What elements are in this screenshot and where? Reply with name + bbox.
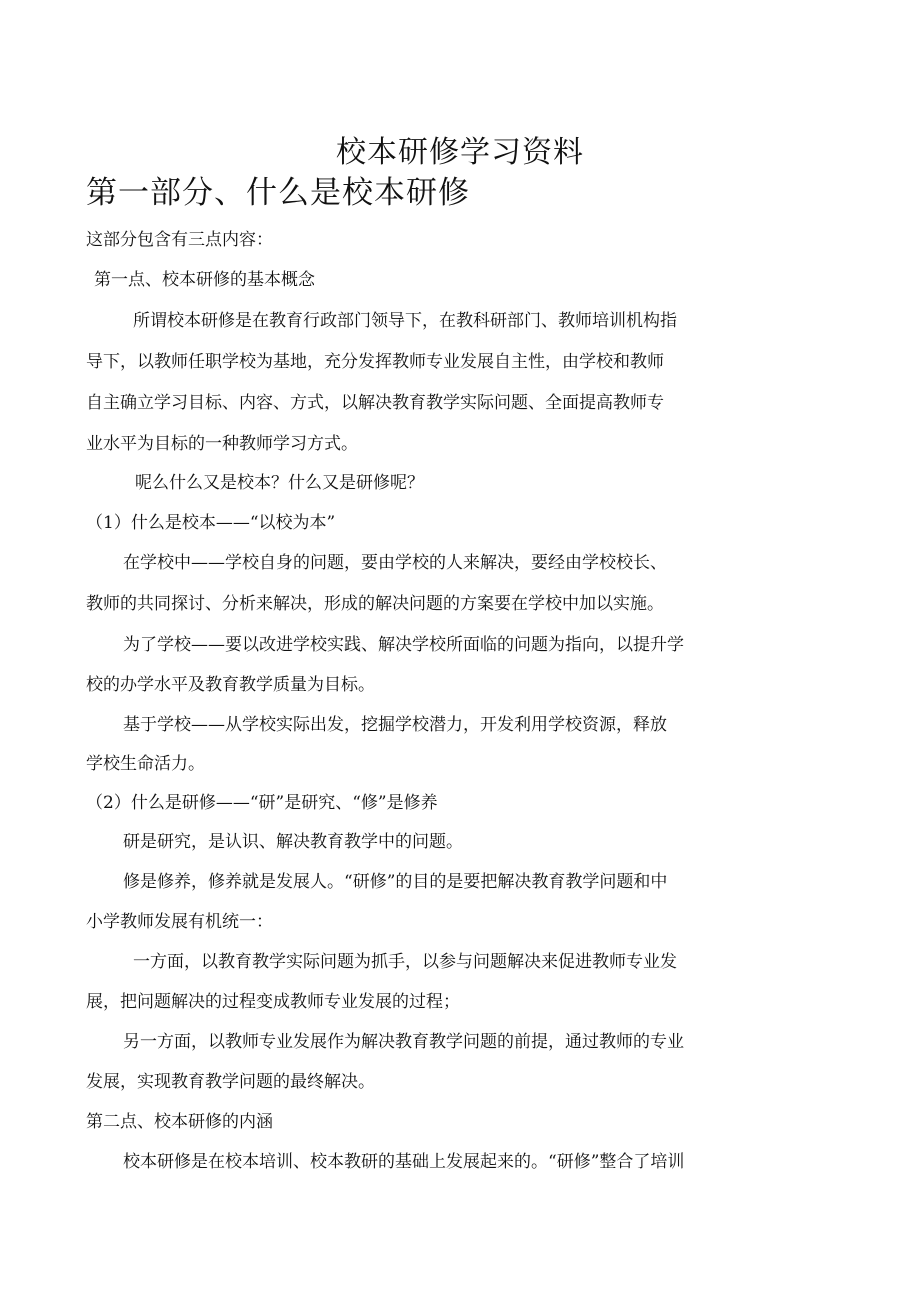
- part-heading: 第一部分、什么是校本研修: [86, 175, 470, 211]
- document-title: 校本研修学习资料: [336, 135, 584, 170]
- point2-heading: 第二点、校本研修的内涵: [86, 1112, 273, 1132]
- other-side-line: 另一方面，以教师专业发展作为解决教育教学问题的前提，通过教师的专业: [123, 1032, 684, 1052]
- point1-heading: 第一点、校本研修的基本概念: [94, 270, 315, 290]
- other-side-line: 发展，实现教育教学问题的最终解决。: [86, 1072, 375, 1092]
- in-school-line: 在学校中——学校自身的问题，要由学校的人来解决，要经由学校校长、: [123, 553, 667, 573]
- definition-line: 业水平为目标的一种教师学习方式。: [86, 434, 358, 454]
- for-school-line: 校的办学水平及教育教学质量为目标。: [86, 675, 375, 695]
- xiu-line: 小学教师发展有机统一：: [86, 912, 273, 932]
- intro-text: 这部分包含有三点内容：: [86, 230, 273, 250]
- definition-line: 所谓校本研修是在教育行政部门领导下，在教科研部门、教师培训机构指: [133, 311, 677, 331]
- sub1-heading: （1）什么是校本——“以校为本”: [86, 513, 336, 533]
- based-school-line: 基于学校——从学校实际出发，挖掘学校潜力，开发利用学校资源，释放: [123, 715, 667, 735]
- in-school-line: 教师的共同探讨、分析来解决，形成的解决问题的方案要在学校中加以实施。: [86, 594, 664, 614]
- one-side-line: 一方面，以教育教学实际问题为抓手，以参与问题解决来促进教师专业发: [133, 952, 677, 972]
- definition-line: 导下，以教师任职学校为基地，充分发挥教师专业发展自主性，由学校和教师: [86, 352, 664, 372]
- yan-line: 研是研究，是认识、解决教育教学中的问题。: [123, 832, 463, 852]
- definition-line: 自主确立学习目标、内容、方式，以解决教育教学实际问题、全面提高教师专: [86, 393, 664, 413]
- based-school-line: 学校生命活力。: [86, 754, 205, 774]
- for-school-line: 为了学校——要以改进学校实践、解决学校所面临的问题为指向，以提升学: [123, 635, 684, 655]
- one-side-line: 展，把问题解决的过程变成教师专业发展的过程；: [86, 992, 460, 1012]
- body-line: 校本研修是在校本培训、校本教研的基础上发展起来的。“研修”整合了培训: [123, 1152, 685, 1172]
- question-text: 呢么什么又是校本？什么又是研修呢？: [135, 473, 424, 493]
- sub2-heading: （2）什么是研修——“研”是研究、“修”是修养: [86, 793, 438, 813]
- xiu-line: 修是修养，修养就是发展人。“研修”的目的是要把解决教育教学问题和中: [123, 872, 668, 892]
